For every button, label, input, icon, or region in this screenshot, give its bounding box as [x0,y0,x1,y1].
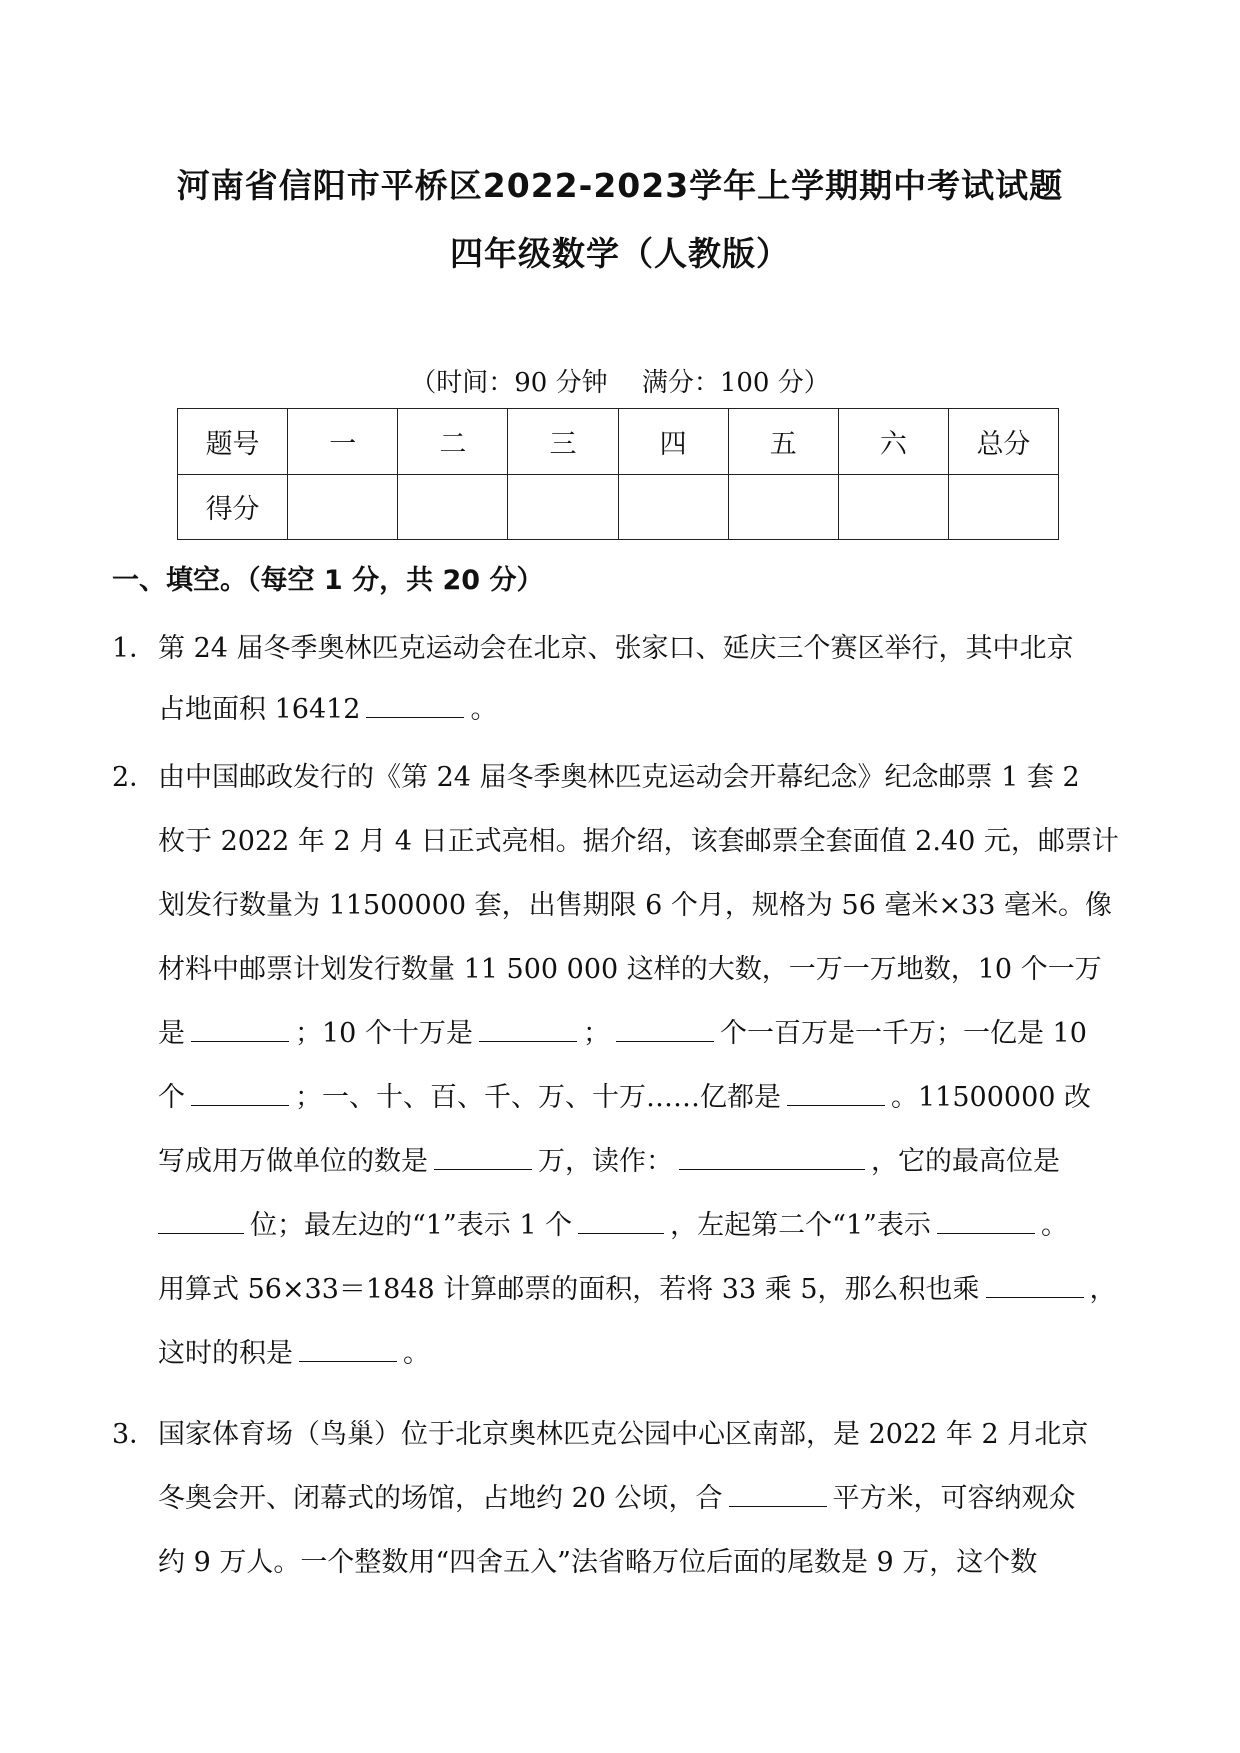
answer-blank[interactable] [986,1273,1084,1298]
score-blank-cell[interactable] [838,474,948,540]
answer-blank[interactable] [434,1145,532,1170]
answer-blank[interactable] [679,1145,865,1170]
question-text-line: 用算式 56×33＝1848 计算邮票的面积，若将 33 乘 5，那么积也乘 ， [158,1274,1117,1305]
score-cell: 总分 [948,409,1058,475]
question-text-line: 国家体育场（鸟巢）位于北京奥林匹克公园中心区南部，是 2022 年 2 月北京 [158,1419,1089,1450]
exam-title: 河南省信阳市平桥区2022-2023学年上学期期中考试试题 [176,166,1064,205]
question-number: 1． [112,633,157,664]
score-cell: 一 [288,409,398,475]
answer-blank[interactable] [479,1017,577,1042]
score-cell: 三 [508,409,618,475]
question-text-line: 位；最左边的“1”表示 1 个 ，左起第二个“1”表示 。 [158,1203,1068,1242]
answer-blank[interactable] [158,1209,244,1234]
answer-blank[interactable] [191,1017,289,1042]
question-text-line: 枚于 2022 年 2 月 4 日正式亮相。据介绍，该套邮票全套面值 2.40 元，邮票计 [158,826,1119,857]
answer-blank[interactable] [616,1017,714,1042]
section-heading: 一、填空。（每空 1 分，共 20 分） [112,565,544,596]
answer-blank[interactable] [937,1209,1035,1234]
question-text-line: 由中国邮政发行的《第 24 届冬季奥林匹克运动会开幕纪念》纪念邮票 1 套 2 [158,762,1080,793]
score-table-score-row [178,474,1059,540]
question-text-line: 写成用万做单位的数是 万，读作： ，它的最高位是 [158,1146,1060,1177]
question-text-line: 占地面积 16412 。 [158,694,498,725]
answer-blank[interactable] [578,1209,664,1234]
question-text-line: 约 9 万人。一个整数用“四舍五入”法省略万位后面的尾数是 9 万，这个数 [158,1547,1038,1578]
score-cell: 题号 [178,409,288,475]
answer-blank[interactable] [299,1337,397,1362]
question-text-line: 个 ；一、十、百、千、万、十万……亿都是 。11500000 改 [158,1082,1092,1113]
score-cell: 五 [728,409,838,475]
question-text-line: 冬奥会开、闭幕式的场馆，占地约 20 公顷，合 平方米，可容纳观众 [158,1483,1076,1514]
question-number: 3． [112,1419,157,1450]
score-cell: 六 [838,409,948,475]
score-blank-cell[interactable] [948,474,1058,540]
question-text-line: 材料中邮票计划发行数量 11 500 000 这样的大数，一万一万地数，10 个一万 [158,954,1102,985]
score-row-label: 得分 [178,474,288,540]
score-cell: 二 [398,409,508,475]
question-number: 2． [112,762,157,793]
question-text-line: 划发行数量为 11500000 套，出售期限 6 个月，规格为 56 毫米×33 毫米。像 [158,890,1113,921]
score-blank-cell[interactable] [398,474,508,540]
exam-subtitle: 四年级数学（人教版） [450,234,790,273]
score-blank-cell[interactable] [508,474,618,540]
question-text-line: 第 24 届冬季奥林匹克运动会在北京、张家口、延庆三个赛区举行，其中北京 [158,633,1074,664]
score-table-header-row [178,409,1059,475]
score-blank-cell[interactable] [288,474,398,540]
answer-blank[interactable] [729,1482,827,1507]
score-blank-cell[interactable] [728,474,838,540]
score-table [177,408,1059,540]
question-text-line: 这时的积是 。 [158,1338,430,1369]
answer-blank[interactable] [191,1081,289,1106]
question-text-line: 是 ；10 个十万是 ； 个一百万是一千万；一亿是 10 [158,1018,1087,1049]
answer-blank[interactable] [366,693,464,718]
exam-info: （时间：90 分钟 满分：100 分） [410,368,830,398]
score-blank-cell[interactable] [618,474,728,540]
score-cell: 四 [618,409,728,475]
answer-blank[interactable] [787,1081,885,1106]
